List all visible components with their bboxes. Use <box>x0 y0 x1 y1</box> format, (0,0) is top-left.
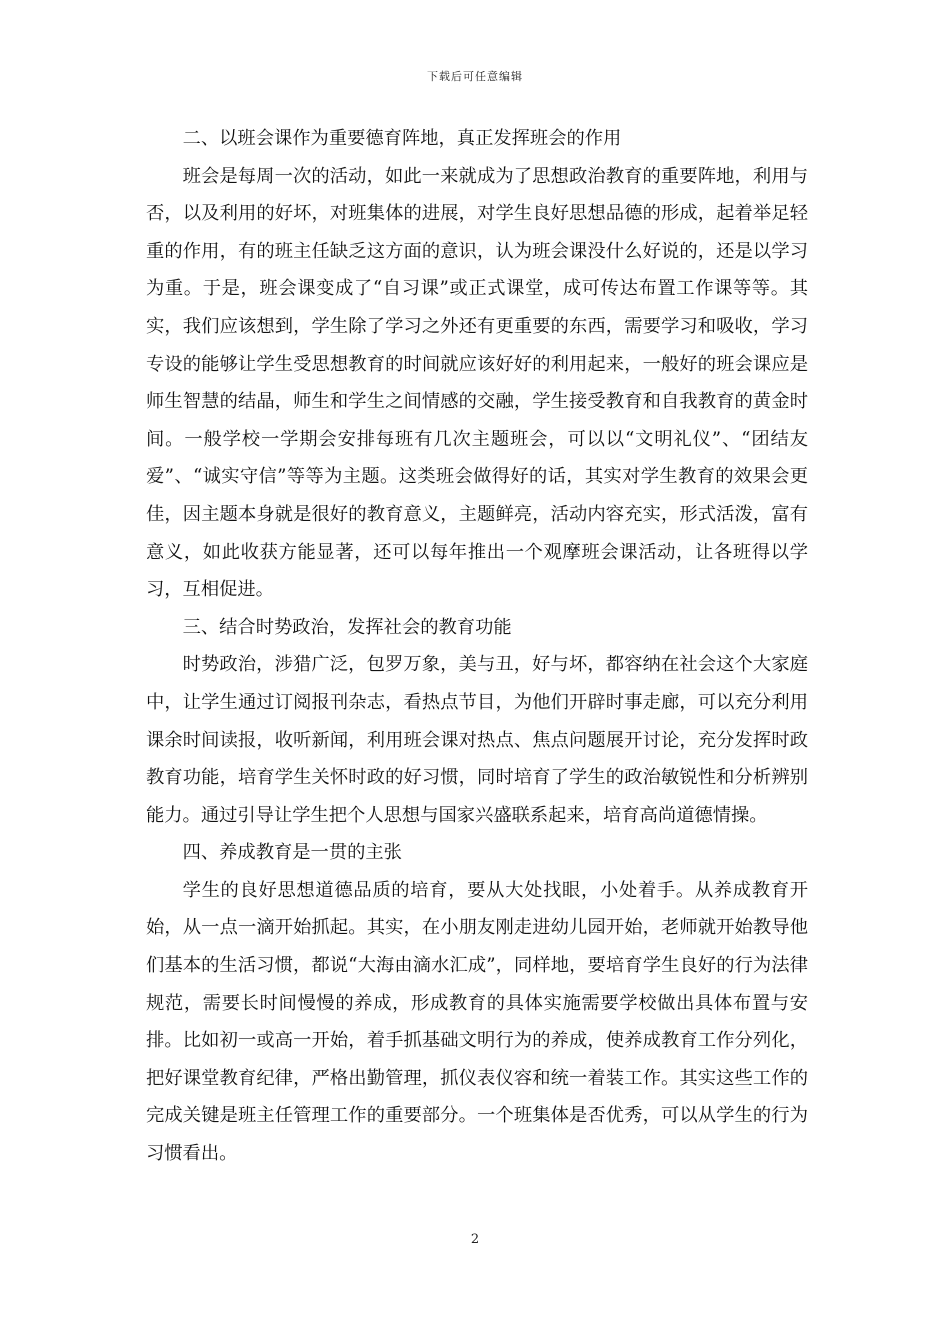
paragraph-habit-education: 学生的良好思想道德品质的培育，要从大处找眼，小处着手。从养成教育开始，从一点一滴开始抓起。其实，在小朋友刚走进幼儿园开始，老师就开始教导他们基本的生活习惯，都说“大海由滴水汇成”，同样地，要培育学生良好的行为法律规范，需要长时间慢慢的养成，形成教育的具体实施需要学校做出具体布置与安排。比如初一或高一开始，着手抓基础文明行为的养成，使养成教育工作分列化，把好课堂教育纪律，严格出勤管理，抓仪表仪容和统一着装工作。其实这些工作的完成关键是班主任管理工作的重要部分。一个班集体是否优秀，可以从学生的行为习惯看出。 <box>146 879 808 1165</box>
section-heading-3: 三、结合时势政治，发挥社会的教育功能 <box>182 616 512 638</box>
paragraph-current-affairs: 时势政治，涉猎广泛，包罗万象，美与丑，好与坏，都容纳在社会这个大家庭中，让学生通过订阅报刊杂志，看热点节目，为他们开辟时事走廊，可以充分利用课余时间读报，收听新闻，利用班会课对热点、焦点问题展开讨论，充分发挥时政教育功能，培育学生关怀时政的好习惯，同时培育了学生的政治敏锐性和分析辨别能力。通过引导让学生把个人思想与国家兴盛联系起来，培育高尚道德情操。 <box>146 654 808 826</box>
section-heading-4: 四、养成教育是一贯的主张 <box>182 842 402 864</box>
page-number: 2 <box>470 1232 480 1247</box>
section-heading-2: 二、以班会课作为重要德育阵地，真正发挥班会的作用 <box>182 128 622 149</box>
paragraph-class-meeting: 班会是每周一次的活动，如此一来就成为了思想政治教育的重要阵地，利用与否，以及利用的好坏，对班集体的进展，对学生良好思想品德的形成，起着举足轻重的作用，有的班主任缺乏这方面的意识，认为班会课没什么好说的，还是以学习为重。于是，班会课变成了“自习课”或正式课堂，成可传达布置工作课等等。其实，我们应该想到，学生除了学习之外还有更重要的东西，需要学习和吸收，学习专设的能够让学生受思想教育的时间就应该好好的利用起来，一般好的班会课应是师生智慧的结晶，师生和学生之间情感的交融，学生接受教育和自我教育的黄金时间。一般学校一学期会安排每班有几次主题班会，可以以“文明礼仪”、“团结友爱”、“诚实守信”等等为主题。这类班会做得好的话，其实对学生教育的效果会更佳，因主题本身就是很好的教育意义，主题鲜亮，活动内容充实，形式活泼，富有意义，如此收获方能显著，还可以每年推出一个观摩班会课活动，让各班得以学习，互相促进。 <box>146 165 808 601</box>
document-body <box>146 120 808 1173</box>
page-header: 下载后可任意编辑 <box>427 70 523 83</box>
